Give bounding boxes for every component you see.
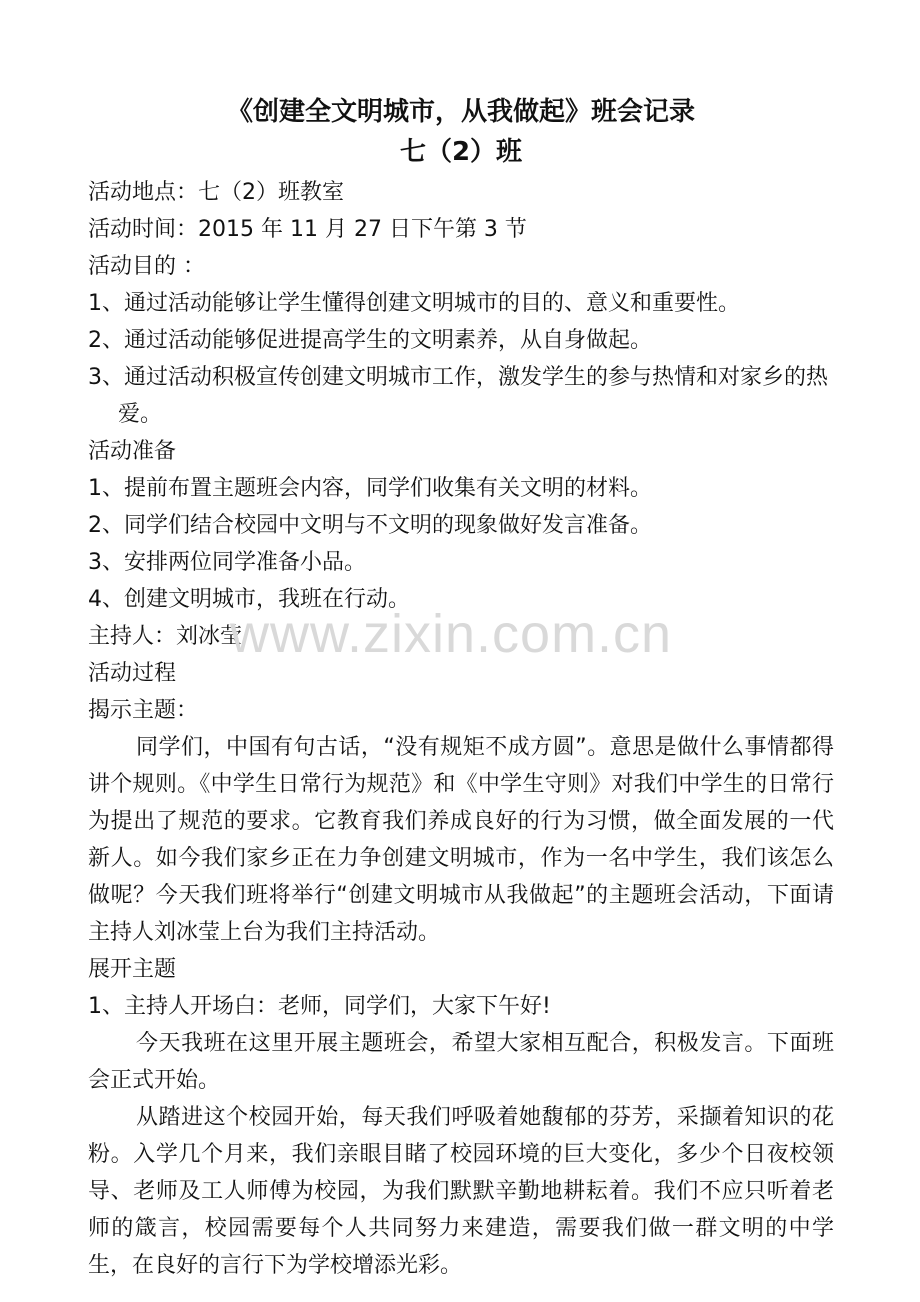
activity-location: 活动地点：七（2）班教室 [88,180,344,205]
prep-item: 1、提前布置主题班会内容，同学们收集有关文明的材料。 [88,476,652,501]
purpose-heading: 活动目的 ： [88,254,205,279]
document-subtitle: 七（2）班 [399,137,523,167]
process-heading: 活动过程 [88,661,177,686]
prep-item: 2、同学们结合校园中文明与不文明的现象做好发言准备。 [88,513,652,538]
document-title: 《创建全文明城市，从我做起》班会记录 [226,97,695,127]
develop-heading: 展开主题 [88,957,177,982]
prep-item: 4、创建文明城市，我班在行动。 [88,587,410,612]
reveal-paragraph: 同学们，中国有句古话，“没有规矩不成方圆”。意思是做什么事情都得讲个规则。《中学生日常行为规范》和《中学生守则》对我们中学生的日常行为提出了规范的要求。它教育我们养成良好的行为习惯，做全面发展的一代新人。如今我们家乡正在力争创建文明城市，作为一名中学生，我们该怎么做呢？今天我们班将举行“创建文明城市从我做起”的主题班会活动，下面请主持人刘冰莹上台为我们主持活动。 [88,735,834,945]
opening-line: 1、主持人开场白：老师，同学们，大家下午好! [88,994,551,1019]
purpose-item: 1、通过活动能够让学生懂得创建文明城市的目的、意义和重要性。 [88,291,740,316]
purpose-item: 3、通过活动积极宣传创建文明城市工作，激发学生的参与热情和对家乡的热爱。 [88,365,828,427]
reveal-heading: 揭示主题： [88,698,199,723]
campus-paragraph: 从踏进这个校园开始，每天我们呼吸着她馥郁的芬芳，采撷着知识的花粉。入学几个月来，我们亲眼目睹了校园环境的巨大变化，多少个日夜校领导、老师及工人师傅为校园，为我们默默辛勤地耕耘着。我们不应只听着老师的箴言，校园需要每个人共同努力来建造，需要我们做一群文明的中学生，在良好的言行下为学校增添光彩。 [88,1105,834,1278]
prep-item: 3、安排两位同学准备小品。 [88,550,366,575]
document-page [88,92,834,1284]
host-line: 主持人：刘冰莹 [88,624,243,649]
activity-time: 活动时间：2015 年 11 月 27 日下午第 3 节 [88,217,527,242]
watermark-text: www.zixin.com.cn [230,604,673,664]
purpose-item: 2、通过活动能够促进提高学生的文明素养，从自身做起。 [88,328,652,353]
prep-heading: 活动准备 [88,439,177,464]
opening-paragraph: 今天我班在这里开展主题班会，希望大家相互配合，积极发言。下面班会正式开始。 [88,1031,834,1093]
